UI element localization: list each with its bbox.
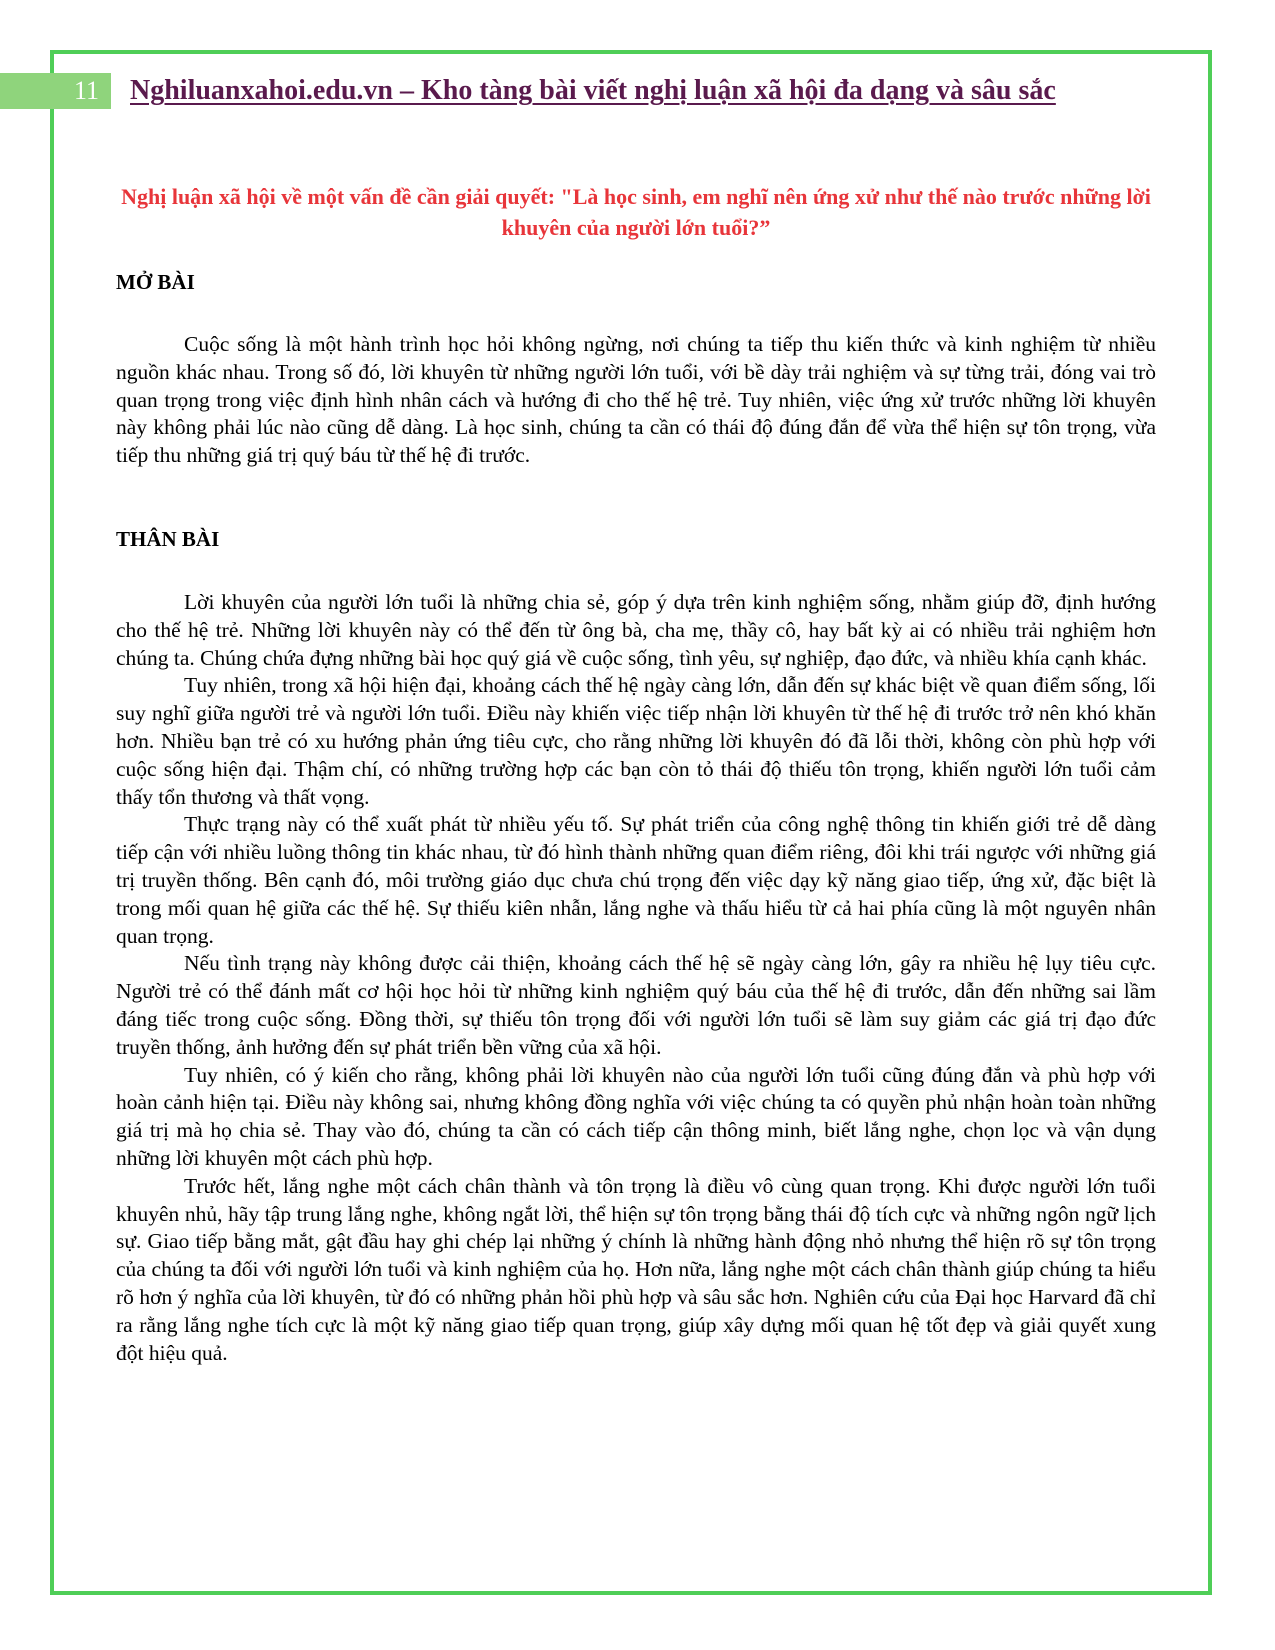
section-heading-than-bai: THÂN BÀI <box>116 527 220 551</box>
paragraph: Trước hết, lắng nghe một cách chân thành và tôn trọng là điều vô cùng quan trọng. Khi được người lớn tuổi khuyên nhủ, hãy tập trung lắng nghe, không ngắt lời, thể hiện sự tôn trọng bằng thái độ tích cực và những ngôn ngữ lịch sự. Giao tiếp bằng mắt, gật đầu hay ghi chép lại những ý chính là những hành động nhỏ nhưng thể hiện rõ sự tôn trọng của chúng ta đối với người lớn tuổi và kinh nghiệm của họ. Hơn nữa, lắng nghe một cách chân thành giúp chúng ta hiểu rõ hơn ý nghĩa của lời khuyên, từ đó có những phản hồi phù hợp và sâu sắc hơn. Nghiên cứu của Đại học Harvard đã chỉ ra rằng lắng nghe tích cực là một kỹ năng giao tiếp quan trọng, giúp xây dựng mối quan hệ tốt đẹp và giải quyết xung đột hiệu quả. <box>116 1173 1156 1365</box>
site-header-title[interactable]: Nghiluanxahoi.edu.vn – Kho tàng bài viết nghị luận xã hội đa dạng và sâu sắc <box>130 75 1056 106</box>
paragraph: Nếu tình trạng này không được cải thiện, khoảng cách thế hệ sẽ ngày càng lớn, gây ra nhiều hệ lụy tiêu cực. Người trẻ có thể đánh mất cơ hội học hỏi từ những kinh nghiệm quý báu của thế hệ đi trước, dẫn đến những sai lầm đáng tiếc trong cuộc sống. Đồng thời, sự thiếu tôn trọng đối với người lớn tuổi sẽ làm suy giảm các giá trị đạo đức truyền thống, ảnh hưởng đến sự phát triển bền vững của xã hội. <box>116 951 1156 1059</box>
section-body-than-bai <box>116 589 1156 1367</box>
paragraph: Tuy nhiên, trong xã hội hiện đại, khoảng cách thế hệ ngày càng lớn, dẫn đến sự khác biệt về quan điểm sống, lối suy nghĩ giữa người trẻ và người lớn tuổi. Điều này khiến việc tiếp nhận lời khuyên từ thế hệ đi trước trở nên khó khăn hơn. Nhiều bạn trẻ có xu hướng phản ứng tiêu cực, cho rằng những lời khuyên đó đã lỗi thời, không còn phù hợp với cuộc sống hiện đại. Thậm chí, có những trường hợp các bạn còn tỏ thái độ thiếu tôn trọng, khiến người lớn tuổi cảm thấy tổn thương và thất vọng. <box>116 673 1156 809</box>
page-number: 11 <box>0 73 111 109</box>
section-heading-mo-bai: MỞ BÀI <box>116 270 195 294</box>
section-body-mo-bai <box>116 331 1156 470</box>
document-title: Nghị luận xã hội về một vấn đề cần giải quyết: "Là học sinh, em nghĩ nên ứng xử như thế nào trước những lời khuyên của người lớn tuổi?” <box>121 184 1151 240</box>
paragraph: Cuộc sống là một hành trình học hỏi không ngừng, nơi chúng ta tiếp thu kiến thức và kinh nghiệm từ nhiều nguồn khác nhau. Trong số đó, lời khuyên từ những người lớn tuổi, với bề dày trải nghiệm và sự từng trải, đóng vai trò quan trọng trong việc định hình nhân cách và hướng đi cho thế hệ trẻ. Tuy nhiên, việc ứng xử trước những lời khuyên này không phải lúc nào cũng dễ dàng. Là học sinh, chúng ta cần có thái độ đúng đắn để vừa thể hiện sự tôn trọng, vừa tiếp thu những giá trị quý báu từ thế hệ đi trước. <box>116 332 1156 468</box>
paragraph: Thực trạng này có thể xuất phát từ nhiều yếu tố. Sự phát triển của công nghệ thông tin khiến giới trẻ dễ dàng tiếp cận với nhiều luồng thông tin khác nhau, từ đó hình thành những quan điểm riêng, đôi khi trái ngược với những giá trị truyền thống. Bên cạnh đó, môi trường giáo dục chưa chú trọng đến việc dạy kỹ năng giao tiếp, ứng xử, đặc biệt là trong mối quan hệ giữa các thế hệ. Sự thiếu kiên nhẫn, lắng nghe và thấu hiểu từ cả hai phía cũng là một nguyên nhân quan trọng. <box>116 812 1156 948</box>
paragraph: Tuy nhiên, có ý kiến cho rằng, không phải lời khuyên nào của người lớn tuổi cũng đúng đắn và phù hợp với hoàn cảnh hiện tại. Điều này không sai, nhưng không đồng nghĩa với việc chúng ta có quyền phủ nhận hoàn toàn những giá trị mà họ chia sẻ. Thay vào đó, chúng ta cần có cách tiếp cận thông minh, biết lắng nghe, chọn lọc và vận dụng những lời khuyên một cách phù hợp. <box>116 1062 1156 1170</box>
paragraph: Lời khuyên của người lớn tuổi là những chia sẻ, góp ý dựa trên kinh nghiệm sống, nhằm giúp đỡ, định hướng cho thế hệ trẻ. Những lời khuyên này có thể đến từ ông bà, cha mẹ, thầy cô, hay bất kỳ ai có nhiều trải nghiệm hơn chúng ta. Chúng chứa đựng những bài học quý giá về cuộc sống, tình yêu, sự nghiệp, đạo đức, và nhiều khía cạnh khác. <box>116 590 1156 670</box>
